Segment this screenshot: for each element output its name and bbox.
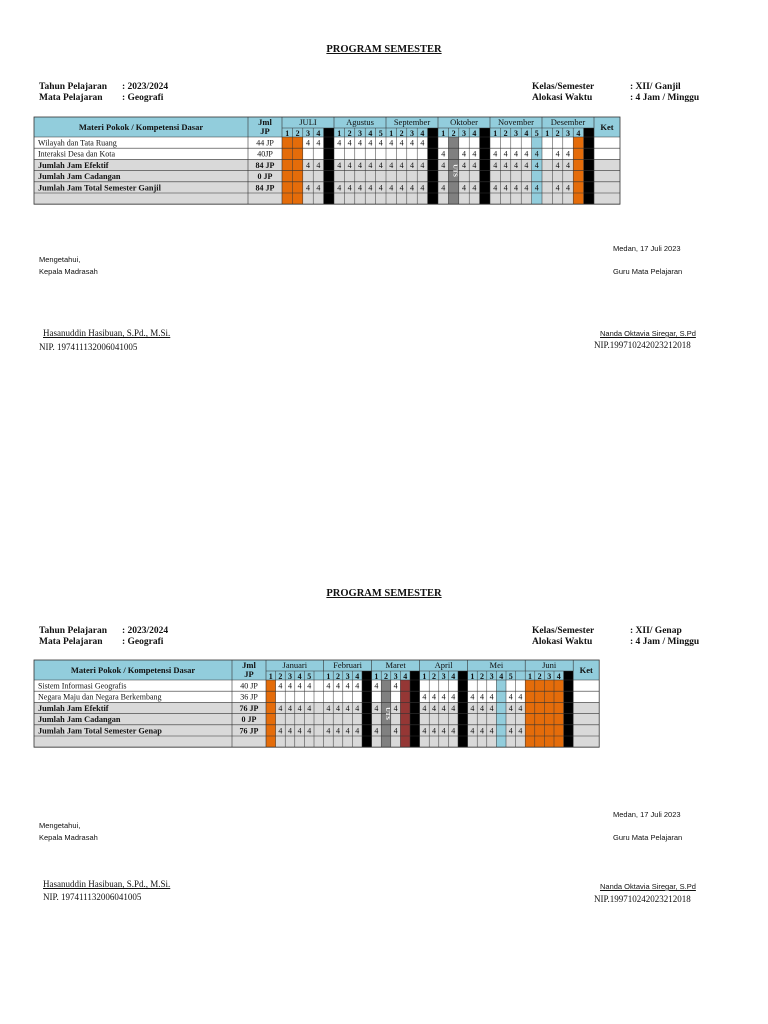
row-label: Negara Maju dan Negara Berkembang	[38, 692, 162, 702]
hour-cell: 4	[493, 183, 498, 193]
hour-cell: 4	[306, 183, 310, 193]
month-header: November	[498, 117, 534, 127]
uts-label: UTS	[451, 164, 459, 177]
row-label: Jumlah Jam Efektif	[38, 703, 109, 713]
guru-nip: NIP.199710242023212018	[594, 340, 691, 350]
hour-cell: 4	[326, 681, 331, 691]
hour-cell: 4	[470, 703, 475, 713]
week-label: 2	[384, 671, 388, 681]
week-label: 4	[556, 671, 561, 681]
row-jp: 40 JP	[240, 681, 258, 691]
kepala-nip: NIP. 197411132006041005	[39, 342, 138, 352]
mengetahui-text: Mengetahui,	[39, 255, 81, 264]
hour-cell: 4	[566, 160, 570, 170]
hour-cell: 4	[503, 149, 508, 159]
hour-cell: 4	[422, 703, 427, 713]
hour-cell: 4	[326, 726, 331, 736]
week-label: 1	[389, 128, 394, 138]
hour-cell: 4	[514, 183, 518, 193]
hour-cell: 4	[288, 726, 292, 736]
jml-header: Jml	[242, 660, 256, 670]
mapel-value: : Geografi	[122, 93, 164, 103]
hour-cell: 4	[358, 160, 362, 170]
alokasi-label: Alokasi Waktu	[532, 637, 593, 647]
row-jp: 76 JP	[239, 703, 259, 713]
tahun-value: : 2023/2024	[122, 82, 169, 92]
hour-cell: 4	[337, 160, 342, 170]
alokasi-value: : 4 Jam / Minggu	[630, 637, 700, 647]
hour-cell: 4	[307, 681, 312, 691]
jml-header: Jml	[258, 117, 272, 127]
hour-cell: 4	[326, 703, 331, 713]
hour-cell: 4	[347, 160, 352, 170]
week-label: 5	[534, 128, 539, 138]
week-label: 3	[462, 128, 466, 138]
hour-cell: 4	[518, 703, 523, 713]
week-label: 2	[295, 128, 300, 138]
uts-label: UTS	[384, 707, 391, 720]
kepala-name: Hasanuddin Hasibuan, S.Pd., M.Si.	[43, 879, 171, 889]
hour-cell: 4	[555, 160, 560, 170]
hour-cell: 4	[297, 726, 302, 736]
hour-cell: 4	[480, 692, 484, 702]
hour-cell: 4	[518, 726, 523, 736]
hour-cell: 4	[451, 726, 456, 736]
guru-name: Nanda Oktavia Siregar, S.Pd	[600, 882, 696, 891]
week-label: 1	[374, 671, 379, 681]
hour-cell: 4	[420, 138, 425, 148]
materi-header: Materi Pokok / Kompetensi Dasar	[78, 122, 204, 132]
row-label: Sistem Informasi Geografis	[38, 681, 127, 691]
hour-cell: 4	[355, 726, 360, 736]
week-label: 1	[337, 128, 342, 138]
hour-cell: 4	[374, 703, 379, 713]
hour-cell: 4	[399, 183, 404, 193]
hour-cell: 4	[470, 726, 475, 736]
hour-cell: 4	[410, 138, 414, 148]
hour-cell: 4	[393, 703, 398, 713]
hour-cell: 4	[432, 726, 436, 736]
hour-cell: 4	[410, 183, 414, 193]
hour-cell: 4	[420, 183, 425, 193]
hour-cell: 4	[441, 160, 446, 170]
alokasi-label: Alokasi Waktu	[532, 93, 593, 103]
week-label: 3	[358, 128, 362, 138]
row-jp: 84 JP	[255, 160, 275, 170]
month-header: Juni	[542, 660, 557, 670]
hour-cell: 4	[508, 692, 513, 702]
kepala-nip: NIP. 197411132006041005	[43, 892, 142, 902]
hour-cell: 4	[534, 149, 539, 159]
hour-cell: 4	[489, 726, 494, 736]
hour-cell: 4	[493, 160, 498, 170]
hour-cell: 4	[278, 726, 283, 736]
week-label: 3	[393, 671, 398, 681]
kepala-title: Kepala Madrasah	[39, 833, 98, 842]
hour-cell: 4	[472, 160, 477, 170]
hour-cell: 4	[288, 703, 292, 713]
jp-header: JP	[244, 669, 254, 679]
week-label: 5	[508, 671, 513, 681]
hour-cell: 4	[493, 149, 498, 159]
month-header: April	[434, 660, 453, 670]
week-label: 1	[493, 128, 498, 138]
hour-cell: 4	[534, 160, 539, 170]
mapel-label: Mata Pelajaran	[39, 93, 103, 103]
hour-cell: 4	[399, 138, 404, 148]
week-label: 4	[499, 671, 504, 681]
hour-cell: 4	[355, 681, 360, 691]
hour-cell: 4	[524, 183, 529, 193]
hour-cell: 4	[441, 703, 446, 713]
hour-cell: 4	[555, 183, 560, 193]
hour-cell: 4	[472, 149, 477, 159]
hour-cell: 4	[306, 160, 310, 170]
tahun-label: Tahun Pelajaran	[39, 626, 108, 636]
week-label: 4	[316, 128, 321, 138]
month-header: Agustus	[346, 117, 374, 127]
row-label: Jumlah Jam Total Semester Ganjil	[38, 183, 161, 193]
hour-cell: 4	[441, 183, 446, 193]
hour-cell: 4	[470, 692, 475, 702]
week-label: 1	[528, 671, 532, 681]
hour-cell: 4	[378, 183, 383, 193]
week-label: 2	[503, 128, 508, 138]
month-header: Februari	[333, 660, 362, 670]
week-label: 2	[278, 671, 283, 681]
hour-cell: 4	[368, 138, 373, 148]
month-header: September	[393, 117, 431, 127]
week-label: 3	[489, 671, 494, 681]
week-label: 3	[514, 128, 518, 138]
jp-header: JP	[260, 126, 270, 136]
hour-cell: 4	[374, 681, 379, 691]
hour-cell: 4	[393, 681, 398, 691]
guru-title: Guru Mata Pelajaran	[613, 267, 683, 276]
row-jp: 40JP	[257, 149, 273, 159]
page-title: PROGRAM SEMESTER	[326, 44, 442, 55]
week-label: 2	[537, 671, 542, 681]
hour-cell: 4	[480, 726, 484, 736]
hour-cell: 4	[566, 149, 570, 159]
week-label: 2	[480, 671, 484, 681]
hour-cell: 4	[278, 681, 283, 691]
tahun-label: Tahun Pelajaran	[39, 82, 108, 92]
week-label: 2	[555, 128, 560, 138]
week-label: 4	[472, 128, 477, 138]
hour-cell: 4	[534, 183, 539, 193]
mengetahui-text: Mengetahui,	[39, 821, 81, 830]
hour-cell: 4	[422, 692, 427, 702]
hour-cell: 4	[422, 726, 427, 736]
ket-header: Ket	[579, 665, 593, 675]
hour-cell: 4	[278, 703, 283, 713]
guru-title: Guru Mata Pelajaran	[613, 833, 683, 842]
month-header: Maret	[385, 660, 406, 670]
mapel-label: Mata Pelajaran	[39, 637, 103, 647]
hour-cell: 4	[410, 160, 414, 170]
hour-cell: 4	[489, 692, 494, 702]
hour-cell: 4	[345, 681, 350, 691]
week-label: 5	[307, 671, 312, 681]
hour-cell: 4	[345, 726, 350, 736]
hour-cell: 4	[374, 726, 379, 736]
week-label: 1	[470, 671, 475, 681]
hour-cell: 4	[307, 726, 312, 736]
hour-cell: 4	[337, 138, 342, 148]
kepala-title: Kepala Madrasah	[39, 267, 98, 276]
hour-cell: 4	[316, 138, 321, 148]
hour-cell: 4	[368, 160, 373, 170]
hour-cell: 4	[389, 160, 394, 170]
hour-cell: 4	[337, 183, 342, 193]
kelas-label: Kelas/Semester	[532, 82, 595, 92]
hour-cell: 4	[389, 183, 394, 193]
hour-cell: 4	[306, 138, 310, 148]
hour-cell: 4	[358, 138, 362, 148]
week-label: 4	[297, 671, 302, 681]
hour-cell: 4	[441, 149, 446, 159]
hour-cell: 4	[524, 160, 529, 170]
hour-cell: 4	[358, 183, 362, 193]
hour-cell: 4	[355, 703, 360, 713]
kepala-name: Hasanuddin Hasibuan, S.Pd., M.Si.	[43, 328, 171, 338]
tahun-value: : 2023/2024	[122, 626, 169, 636]
alokasi-value: : 4 Jam / Minggu	[630, 93, 700, 103]
week-label: 4	[355, 671, 360, 681]
month-header: Oktober	[450, 117, 478, 127]
kelas-value: : XII/ Ganjil	[630, 82, 681, 92]
week-label: 3	[547, 671, 552, 681]
hour-cell: 4	[316, 160, 321, 170]
week-label: 4	[368, 128, 373, 138]
hour-cell: 4	[508, 726, 513, 736]
hour-cell: 4	[480, 703, 484, 713]
hour-cell: 4	[347, 138, 352, 148]
hour-cell: 4	[451, 692, 456, 702]
summary-row-bg	[34, 736, 599, 747]
hour-cell: 4	[503, 160, 508, 170]
row-label: Jumlah Jam Cadangan	[38, 715, 121, 725]
row-jp: 0 JP	[257, 172, 273, 182]
week-label: 4	[451, 671, 456, 681]
materi-header: Materi Pokok / Kompetensi Dasar	[70, 665, 196, 675]
week-label: 4	[420, 128, 425, 138]
week-label: 3	[566, 128, 570, 138]
hour-cell: 4	[514, 149, 518, 159]
week-label: 3	[410, 128, 414, 138]
week-label: 2	[399, 128, 404, 138]
row-jp: 84 JP	[255, 183, 275, 193]
week-label: 1	[422, 671, 427, 681]
hour-cell: 4	[432, 692, 436, 702]
hour-cell: 4	[518, 692, 523, 702]
week-label: 1	[326, 671, 331, 681]
week-label: 2	[347, 128, 352, 138]
week-label: 1	[268, 671, 273, 681]
hour-cell: 4	[441, 726, 446, 736]
week-label: 2	[451, 128, 456, 138]
week-label: 4	[576, 128, 581, 138]
ket-header: Ket	[600, 122, 614, 132]
hour-cell: 4	[288, 681, 292, 691]
week-label: 2	[336, 671, 340, 681]
hour-cell: 4	[462, 183, 466, 193]
week-label: 1	[285, 128, 290, 138]
row-jp: 44 JP	[256, 138, 274, 148]
hour-cell: 4	[399, 160, 404, 170]
hour-cell: 4	[389, 138, 394, 148]
hour-cell: 4	[336, 681, 340, 691]
place-date: Medan, 17 Juli 2023	[613, 810, 681, 819]
summary-row-bg	[34, 702, 599, 713]
hour-cell: 4	[336, 726, 340, 736]
row-label: Jumlah Jam Cadangan	[38, 172, 121, 182]
hour-cell: 4	[378, 138, 383, 148]
hour-cell: 4	[462, 160, 466, 170]
month-header: JULI	[299, 117, 317, 127]
month-header: Mei	[489, 660, 504, 670]
hour-cell: 4	[489, 703, 494, 713]
hour-cell: 4	[503, 183, 508, 193]
hour-cell: 4	[316, 183, 321, 193]
guru-nip: NIP.199710242023212018	[594, 894, 691, 904]
week-label: 2	[432, 671, 436, 681]
hour-cell: 4	[297, 681, 302, 691]
hour-cell: 4	[347, 183, 352, 193]
kelas-label: Kelas/Semester	[532, 626, 595, 636]
week-label: 3	[441, 671, 446, 681]
hour-cell: 4	[462, 149, 466, 159]
hour-cell: 4	[368, 183, 373, 193]
hour-cell: 4	[307, 703, 312, 713]
week-label: 1	[545, 128, 550, 138]
week-label: 3	[306, 128, 310, 138]
row-jp: 0 JP	[241, 715, 257, 725]
hour-cell: 4	[472, 183, 477, 193]
week-label: 3	[288, 671, 292, 681]
mapel-value: : Geografi	[122, 637, 164, 647]
hour-cell: 4	[336, 703, 340, 713]
guru-name: Nanda Oktavia Siregar, S.Pd	[600, 329, 696, 338]
hour-cell: 4	[524, 149, 529, 159]
hour-cell: 4	[451, 703, 456, 713]
week-label: 5	[378, 128, 383, 138]
hour-cell: 4	[297, 703, 302, 713]
hour-cell: 4	[420, 160, 425, 170]
row-label: Wilayah dan Tata Ruang	[38, 138, 117, 148]
row-label: Interaksi Desa dan Kota	[38, 149, 116, 159]
month-header: Desember	[550, 117, 586, 127]
hour-cell: 4	[566, 183, 570, 193]
hour-cell: 4	[378, 160, 383, 170]
week-label: 4	[524, 128, 529, 138]
hour-cell: 4	[555, 149, 560, 159]
row-jp: 76 JP	[239, 726, 259, 736]
page-title: PROGRAM SEMESTER	[326, 588, 442, 599]
kelas-value: : XII/ Genap	[630, 626, 682, 636]
row-label: Jumlah Jam Total Semester Genap	[38, 726, 162, 736]
row-label: Jumlah Jam Efektif	[38, 160, 109, 170]
hour-cell: 4	[345, 703, 350, 713]
row-jp: 36 JP	[240, 692, 258, 702]
week-label: 3	[345, 671, 350, 681]
hour-cell: 4	[432, 703, 436, 713]
hour-cell: 4	[508, 703, 513, 713]
place-date: Medan, 17 Juli 2023	[613, 244, 681, 253]
week-label: 4	[403, 671, 408, 681]
hour-cell: 4	[441, 692, 446, 702]
hour-cell: 4	[393, 726, 398, 736]
week-label: 1	[441, 128, 446, 138]
month-header: Januari	[282, 660, 308, 670]
hour-cell: 4	[514, 160, 518, 170]
